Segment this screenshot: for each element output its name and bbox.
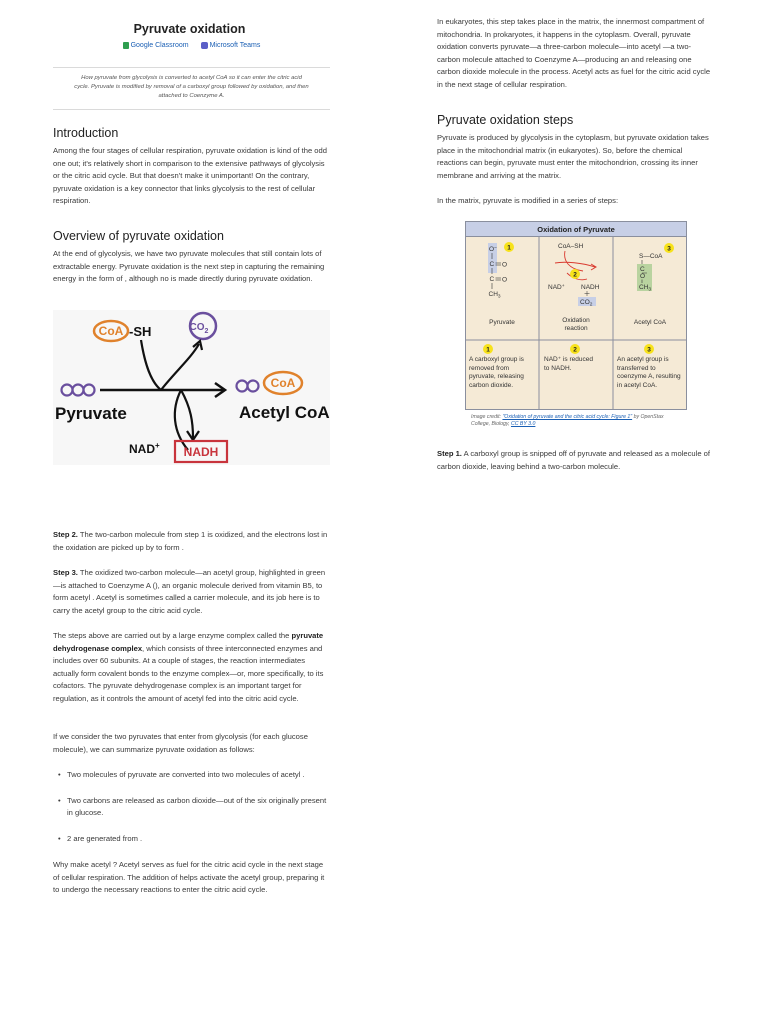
step2-label: Step 2.	[53, 530, 78, 539]
nadh-text: NADH	[183, 445, 219, 459]
svg-text:3: 3	[667, 245, 671, 253]
enzyme-complex-paragraph	[53, 630, 330, 706]
svg-text:2: 2	[573, 346, 577, 354]
step1-paragraph	[437, 448, 714, 473]
google-classroom-icon	[123, 42, 129, 49]
oxidation-of-pyruvate-figure	[465, 221, 687, 410]
acetyl-coa-text: Acetyl CoA	[239, 403, 330, 422]
summary-divider-top	[53, 67, 330, 68]
page-title: Pyruvate oxidation	[133, 22, 246, 36]
share-links	[53, 42, 330, 49]
step3-text: The oxidized two-carbon molecule—an acetyl group, highlighted in green—is attached to Coenzyme A (), an organic molecule derived from vitamin B5, to form acetyl . Acetyl is sometimes called a carrier molecule, and its job here is to carry the acetyl group to the citric acid cycle.	[53, 568, 326, 615]
svg-text:NAD+: NAD+	[548, 284, 565, 291]
summary-list-item: • Two molecules of pyruvate are converted into two molecules of acetyl .	[53, 769, 330, 782]
enzyme-complex-text-before: The steps above are carried out by a large enzyme complex called the	[53, 631, 292, 640]
article-header	[53, 22, 330, 49]
svg-text:CO2: $CO_2$	[580, 299, 593, 308]
summary-list-item: • 2 are generated from .	[53, 833, 330, 846]
acetyl-coa-badge-text: CoA	[270, 376, 296, 390]
svg-text:O: O	[502, 261, 508, 269]
svg-text:O: O	[502, 276, 508, 284]
overview-text: At the end of glycolysis, we have two pyruvate molecules that still contain lots of extractable energy. Pyruvate oxidation is the next step in capturing the remaining energy in the form of , although no is made directly during pyruvate oxidation.	[53, 249, 325, 284]
svg-text:O−: O−	[489, 245, 497, 253]
svg-text:CH3: $CH_3$	[639, 284, 652, 293]
microsoft-teams-link[interactable]	[201, 42, 261, 49]
summary-divider-bottom	[53, 109, 330, 110]
figure-cell-label: Oxidation reaction	[562, 317, 590, 332]
nad-text: NAD+	[129, 441, 160, 456]
overview-heading: Overview of pyruvate oxidation	[53, 229, 224, 243]
svg-text:CH3: $CH_3$	[488, 291, 501, 300]
steps-intro-text: Pyruvate is produced by glycolysis in the cytoplasm, but pyruvate oxidation takes place in the mitochondrial matrix (in eukaryotes). So, before the chemical reactions can begin, pyruvate must enter the mitochondrion, crossing its inner membrane and arriving at the matrix.	[437, 133, 709, 180]
google-classroom-link[interactable]	[123, 42, 189, 49]
svg-text:2: 2	[573, 271, 577, 279]
coa-sh-coa-text: CoA	[98, 324, 124, 338]
enzyme-complex-term: pyruvate dehydrogenase complex	[53, 631, 324, 653]
step2-text: The two-carbon molecule from step 1 is oxidized, and the electrons lost in the oxidation are picked up by to form .	[53, 530, 328, 552]
svg-text:3: 3	[647, 346, 651, 354]
figure-source-link[interactable]: "Oxidation of pyruvate and the citric acid cycle: Figure 1"	[502, 414, 633, 420]
figure-step-description: An acetyl group is transferred to coenzyme A, resulting in acetyl CoA.	[617, 356, 681, 390]
matrix-text: In the matrix, pyruvate is modified in a series of steps:	[437, 196, 619, 205]
steps-heading: Pyruvate oxidation steps	[437, 113, 574, 127]
figure-step-description: A carboxyl group is removed from pyruvate, releasing carbon dioxide.	[469, 356, 524, 390]
summary-list-item: • Two carbons are released as carbon dioxide—out of the six originally present in glucose.	[53, 795, 330, 820]
co2-text: $CO_2$	[189, 322, 209, 335]
svg-text:1: 1	[486, 346, 490, 354]
svg-text:C: C	[489, 261, 495, 268]
coa-sh-sh-text: -SH	[129, 324, 152, 339]
step1-label: Step 1.	[437, 449, 462, 458]
license-link[interactable]: CC BY 3.0	[510, 421, 536, 427]
step3-paragraph	[53, 567, 330, 617]
summary-list	[53, 769, 330, 845]
google-classroom-label: Google Classroom	[130, 42, 189, 49]
microsoft-teams-label: Microsoft Teams	[209, 42, 261, 49]
figure-cell-label: Pyruvate	[489, 319, 515, 326]
step2-paragraph	[53, 529, 330, 554]
introduction-text: Among the four stages of cellular respiration, pyruvate oxidation is kind of the odd one out; it's relatively short in comparison to the extensive pathways of glycolysis or the citric acid cycle. But that doesn't make it unimportant! On the contrary, pyruvate oxidation is a key connector that links glycolysis to the rest of cellular respiration.	[53, 146, 327, 206]
why-acetyl-text: Why make acetyl ? Acetyl serves as fuel for the citric acid cycle in the next stage of cellular respiration. The addition of helps activate the acetyl group, preparing it to undergo the necessary reactions to enter the citric acid cycle.	[53, 860, 325, 895]
eukaryotes-text: In eukaryotes, this step takes place in the matrix, the innermost compartment of mitochondria. In prokaryotes, it happens in the cytoplasm. Overall, pyruvate oxidation converts pyruvate—a three-carbon molecule—into acetyl —a two-carbon molecule attached to Coenzyme A—producing an and releasing one carbon dioxide molecule in the process. Acetyl acts as fuel for the citric acid cycle in the next stage of cellular respiration.	[437, 17, 711, 89]
step3-label: Step 3.	[53, 568, 78, 577]
svg-text:1: 1	[507, 244, 511, 252]
summarize-intro-text: If we consider the two pyruvates that enter from glycolysis (for each glucose molecule), we can summarize pyruvate oxidation as follows:	[53, 732, 308, 754]
svg-text:S—CoA: S—CoA	[639, 253, 663, 260]
figure-step-description: NAD⁺ is reduced to NADH.	[544, 356, 593, 372]
step1-text: A carboxyl group is snipped off of pyruvate and released as a molecule of carbon dioxide, leaving behind a two-carbon molecule.	[437, 449, 710, 471]
pyruvate-text: Pyruvate	[55, 404, 127, 423]
pyruvate-oxidation-sketch	[53, 310, 330, 465]
svg-text:C: C	[489, 276, 495, 283]
svg-text:C: C	[640, 266, 645, 273]
svg-text:O: O	[640, 273, 646, 280]
svg-text:NADH: NADH	[581, 284, 600, 291]
figure-title: Oxidation of Pyruvate	[537, 225, 615, 234]
svg-text:CoA–SH: CoA–SH	[558, 243, 584, 250]
microsoft-teams-icon	[201, 42, 208, 49]
image-credit: Image credit: "Oxidation of pyruvate and the citric acid cycle: Figure 1" by OpenStax College, Biology, CC BY 3.0	[471, 414, 664, 427]
introduction-heading: Introduction	[53, 126, 119, 140]
figure-cell-label: Acetyl CoA	[633, 319, 667, 326]
enzyme-complex-text-after: , which consists of three interconnected enzymes and includes over 60 subunits. At a couple of stages, the reaction intermediates actually form covalent bonds to the enzyme complex—or, more specifically, to its cofactors. The pyruvate dehydrogenase complex is an important target for regulation, as it controls the amount of acetyl fed into the citric acid cycle.	[53, 643, 324, 703]
article-summary: How pyruvate from glycolysis is converted to acetyl CoA so it can enter the citric acid cycle. Pyruvate is modified by removal of a carboxyl group followed by oxidation, and then attached to Coenzyme A.	[74, 75, 309, 99]
